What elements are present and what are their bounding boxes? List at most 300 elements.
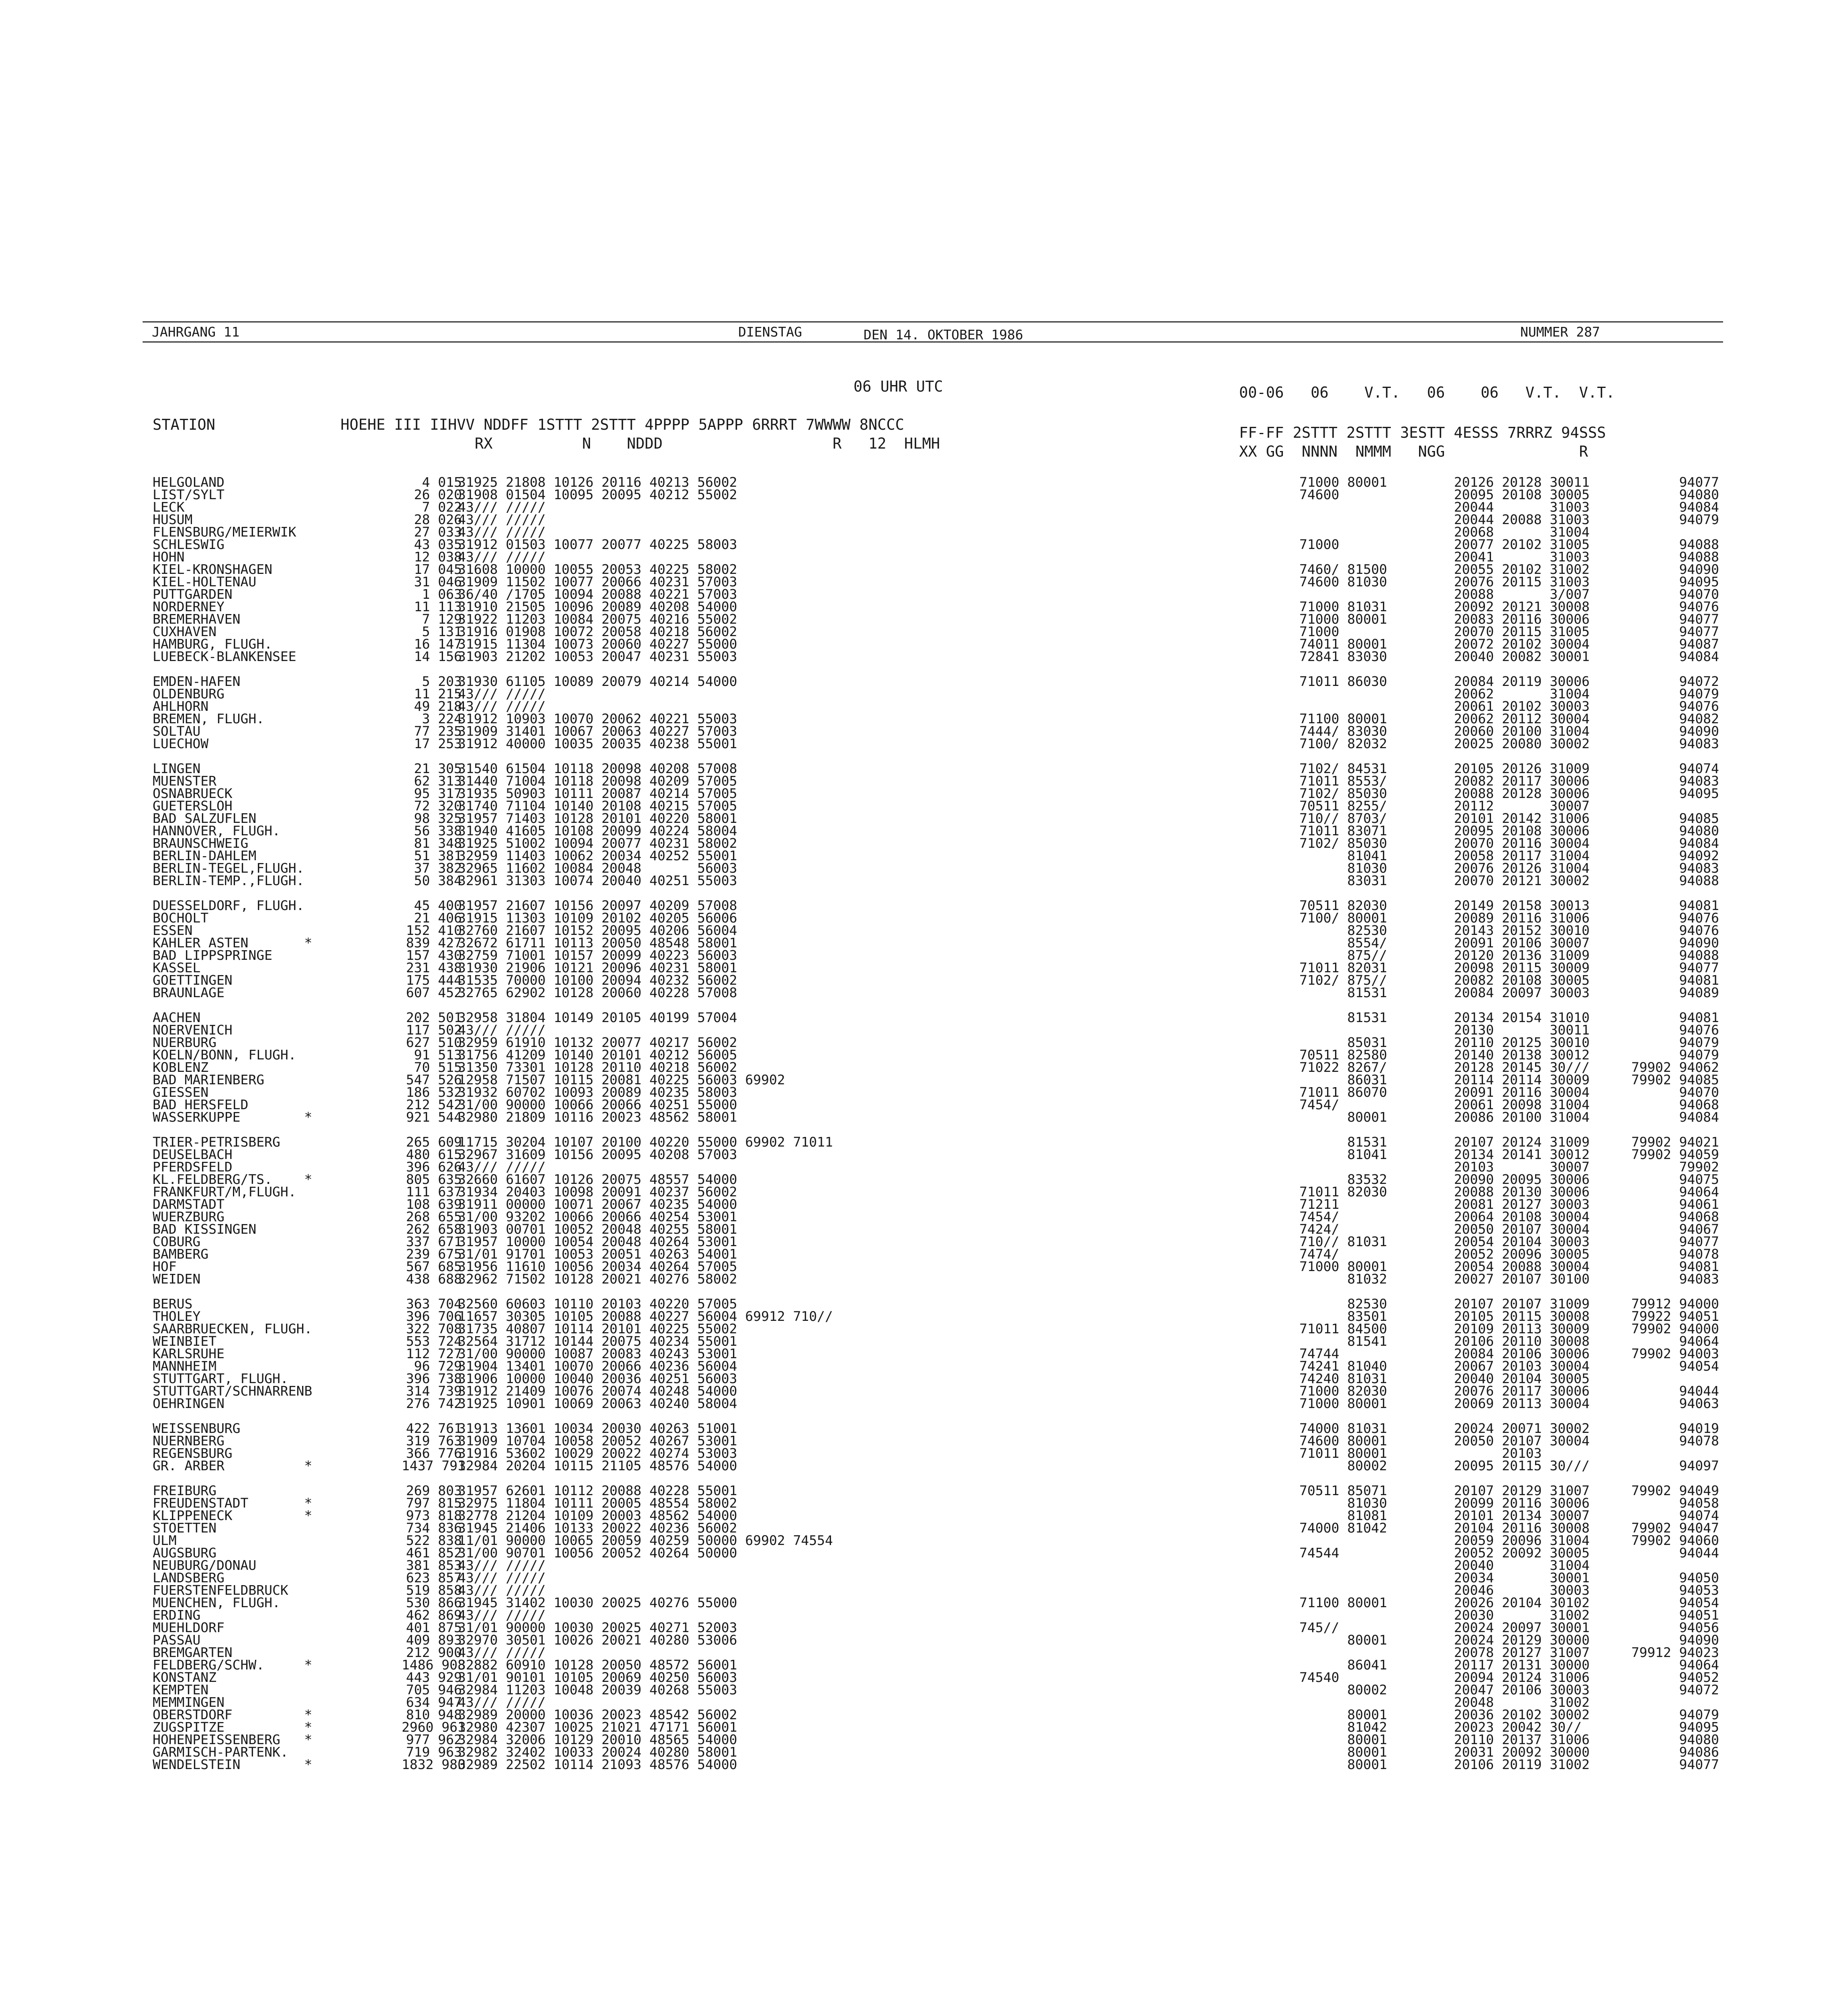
station-name: HOHENPEISSENBERG *	[153, 1732, 312, 1747]
groups-7-8: 82530	[1299, 922, 1387, 938]
main-groups: 31909 10704 10058 20052 40267 53001	[458, 1433, 737, 1449]
height-iii: 27 033	[414, 524, 462, 540]
groups-7-8: 71000 80001	[1299, 1259, 1387, 1274]
main-groups: 31/01 91701 10053 20051 40263 54001	[458, 1246, 737, 1262]
groups-vt: 20036 20102 30002	[1454, 1707, 1590, 1722]
groups-94sss: 94081	[1679, 1259, 1719, 1274]
height-iii: 81 348	[414, 835, 462, 851]
height-iii: 422 761	[406, 1420, 462, 1436]
groups-94sss: 94088	[1679, 947, 1719, 963]
station-name: BAD SALZUFLEN	[153, 810, 257, 826]
groups-94sss: 79922 94051	[1631, 1308, 1719, 1324]
groups-vt: 20060 20100 31004	[1454, 723, 1590, 739]
station-name: BAD KISSINGEN	[153, 1221, 257, 1237]
groups-vt: 20067 20103 30004	[1454, 1358, 1590, 1374]
groups-vt: 20077 20102 31005	[1454, 537, 1590, 552]
groups-94sss: 94064	[1679, 1184, 1719, 1200]
groups-vt: 20052 20092 30005	[1454, 1545, 1590, 1561]
groups-7-8: 71000	[1299, 537, 1340, 552]
groups-vt: 20068 31004	[1454, 524, 1590, 540]
height-iii: 262 658	[406, 1221, 462, 1237]
groups-7-8: 7424/	[1299, 1221, 1340, 1237]
groups-vt: 20088 3/007	[1454, 586, 1590, 602]
groups-7-8: 875//	[1299, 947, 1387, 963]
main-groups: 31940 41605 10108 20099 40224 58004	[458, 823, 737, 839]
groups-7-8: 71000 80001	[1299, 1396, 1387, 1411]
groups-vt: 20076 20126 31004	[1454, 860, 1590, 876]
station-name: MUEHLDORF	[153, 1620, 225, 1635]
station-name: KL.FELDBERG/TS. *	[153, 1171, 312, 1187]
height-iii: 70 515	[414, 1059, 462, 1075]
groups-7-8: 745//	[1299, 1620, 1340, 1635]
height-iii: 14 156	[414, 649, 462, 664]
main-groups: 43/// /////	[458, 1582, 546, 1598]
groups-94sss: 94067	[1679, 1221, 1719, 1237]
height-iii: 530 866	[406, 1595, 462, 1610]
main-groups: 31916 01908 10072 20058 40218 56002	[458, 624, 737, 639]
station-name: AACHEN	[153, 1010, 201, 1025]
height-iii: 212 900	[406, 1645, 462, 1660]
main-groups: 32959 61910 10132 20077 40217 56002	[458, 1035, 737, 1050]
groups-94sss: 94078	[1679, 1246, 1719, 1262]
height-iii: 51 381	[414, 848, 462, 863]
station-name: HOHN	[153, 549, 185, 565]
groups-94sss: 94077	[1679, 960, 1719, 975]
groups-7-8: 74744	[1299, 1346, 1340, 1361]
table-row	[153, 986, 1719, 999]
groups-vt: 20095 20108 30006	[1454, 823, 1590, 839]
main-groups: 31932 60702 10093 20089 40235 58003	[458, 1084, 737, 1100]
groups-7-8: 7102/ 85030	[1299, 786, 1387, 801]
groups-vt: 20025 20080 30002	[1454, 736, 1590, 751]
height-iii: 11 113	[414, 599, 462, 614]
height-iii: 567 685	[406, 1259, 462, 1274]
height-iii: 175 444	[406, 972, 462, 988]
groups-vt: 20070 20121 30002	[1454, 873, 1590, 888]
station-name: LUEBECK-BLANKENSEE	[153, 649, 296, 664]
groups-vt: 20095 20108 30005	[1454, 487, 1590, 502]
groups-7-8: 80001	[1299, 1707, 1387, 1722]
station-name: STOETTEN	[153, 1520, 216, 1536]
main-groups: 32984 11203 10048 20039 40268 55003	[458, 1682, 737, 1698]
groups-vt: 20054 20104 30003	[1454, 1234, 1590, 1249]
groups-7-8: 81531	[1299, 985, 1387, 1000]
groups-vt: 20024 20071 30002	[1454, 1420, 1590, 1436]
groups-vt: 20040 20104 30005	[1454, 1371, 1590, 1386]
groups-94sss: 94070	[1679, 586, 1719, 602]
groups-94sss: 94084	[1679, 649, 1719, 664]
station-name: FRANKFURT/M,FLUGH.	[153, 1184, 296, 1200]
main-groups: 31903 21202 10053 20047 40231 55003	[458, 649, 737, 664]
main-groups: 43/// /////	[458, 549, 546, 565]
groups-vt: 20120 20136 31009	[1454, 947, 1590, 963]
station-name: NUERNBERG	[153, 1433, 225, 1449]
groups-vt: 20061 20102 30003	[1454, 698, 1590, 714]
groups-7-8: 71211	[1299, 1196, 1340, 1212]
height-iii: 3 224	[422, 711, 462, 726]
groups-94sss: 94076	[1679, 922, 1719, 938]
station-name: WUERZBURG	[153, 1209, 225, 1224]
table-row	[153, 1758, 1719, 1771]
main-groups: 31910 21505 10096 20089 40208 54000	[458, 599, 737, 614]
main-groups: 31934 20403 10098 20091 40237 56002	[458, 1184, 737, 1200]
groups-94sss: 94019	[1679, 1420, 1719, 1436]
station-name: FLENSBURG/MEIERWIK	[153, 524, 296, 540]
main-groups: 11657 30305 10105 20088 40227 56004 69912 710//	[458, 1308, 833, 1324]
groups-7-8: 710// 81031	[1299, 1234, 1387, 1249]
groups-7-8: 71000	[1299, 624, 1340, 639]
groups-94sss: 79902 94021	[1631, 1134, 1719, 1150]
main-groups: 32980 42307 10025 21021 47171 56001	[458, 1719, 737, 1735]
groups-7-8: 71000 81031	[1299, 599, 1387, 614]
height-iii: 212 542	[406, 1097, 462, 1112]
groups-7-8: 8554/	[1299, 935, 1387, 951]
groups-vt: 20069 20113 30004	[1454, 1396, 1590, 1411]
station-name: STUTTGART, FLUGH.	[153, 1371, 288, 1386]
main-groups: 32759 71001 10157 20099 40223 56003	[458, 947, 737, 963]
groups-vt: 20034 30001	[1454, 1570, 1590, 1586]
height-iii: 56 338	[414, 823, 462, 839]
height-iii: 231 438	[406, 960, 462, 975]
main-groups: 32989 20000 10036 20023 48542 56002	[458, 1707, 737, 1722]
height-iii: 77 235	[414, 723, 462, 739]
station-name: SAARBRUECKEN, FLUGH.	[153, 1321, 312, 1337]
station-name: BAD HERSFELD	[153, 1097, 249, 1112]
height-iii: 401 875	[406, 1620, 462, 1635]
main-groups: 32975 11804 10111 20005 48554 58002	[458, 1495, 737, 1511]
station-name: DUESSELDORF, FLUGH.	[153, 898, 304, 913]
height-iii: 438 688	[406, 1271, 462, 1287]
date-label: DEN 14. OKTOBER 1986	[864, 327, 1023, 343]
main-groups: 32778 21204 10109 20003 48562 54000	[458, 1508, 737, 1523]
station-name: REGENSBURG	[153, 1445, 233, 1461]
main-groups: 32962 71502 10128 20021 40276 58002	[458, 1271, 737, 1287]
groups-7-8: 71011 82031	[1299, 960, 1387, 975]
station-name: GOETTINGEN	[153, 972, 233, 988]
groups-94sss: 94095	[1679, 786, 1719, 801]
height-iii: 4 015	[422, 474, 462, 490]
groups-94sss: 94080	[1679, 1732, 1719, 1747]
groups-7-8: 74241 81040	[1299, 1358, 1387, 1374]
groups-7-8: 81030	[1299, 860, 1387, 876]
height-iii: 1832 980	[402, 1757, 466, 1772]
groups-94sss: 94089	[1679, 985, 1719, 1000]
height-iii: 553 724	[406, 1333, 462, 1349]
groups-7-8: 80001	[1299, 1109, 1387, 1125]
station-name: HOF	[153, 1259, 177, 1274]
groups-94sss: 94070	[1679, 1084, 1719, 1100]
height-iii: 461 852	[406, 1545, 462, 1561]
groups-94sss: 94088	[1679, 549, 1719, 565]
main-groups: 31912 40000 10035 20035 40238 55001	[458, 736, 737, 751]
main-groups: 11715 30204 10107 20100 40220 55000 69902 71011	[458, 1134, 833, 1150]
groups-vt: 20026 20104 30102	[1454, 1595, 1590, 1610]
station-name: FUERSTENFELDBRUCK	[153, 1582, 288, 1598]
top-rule	[143, 321, 1723, 322]
groups-94sss: 94076	[1679, 910, 1719, 926]
main-groups: 31915 11304 10073 20060 40227 55000	[458, 636, 737, 652]
height-iii: 810 948	[406, 1707, 462, 1722]
station-name: BREMERHAVEN	[153, 611, 241, 627]
station-name: BAD MARIENBERG	[153, 1072, 265, 1088]
main-groups: 31/01 90000 10030 20025 40271 52003	[458, 1620, 737, 1635]
main-groups: 31957 21607 10156 20097 40209 57008	[458, 898, 737, 913]
main-groups: 31740 71104 10140 20108 40215 57005	[458, 798, 737, 814]
groups-7-8: 71022 8267/	[1299, 1059, 1387, 1075]
groups-vt: 20078 20127 31007	[1454, 1645, 1590, 1660]
groups-vt: 20030 31002	[1454, 1607, 1590, 1623]
groups-vt: 20143 20152 30010	[1454, 922, 1590, 938]
groups-7-8: 81042	[1299, 1719, 1387, 1735]
groups-vt: 20040 31004	[1454, 1557, 1590, 1573]
main-groups: 32564 31712 10144 20075 40234 55001	[458, 1333, 737, 1349]
column-header-line2: RX N NDDD R 12 HLMH	[153, 435, 940, 452]
groups-7-8: 81081	[1299, 1508, 1387, 1523]
height-iii: 268 655	[406, 1209, 462, 1224]
groups-7-8: 82530	[1299, 1296, 1387, 1312]
groups-vt: 20084 20106 30006	[1454, 1346, 1590, 1361]
height-iii: 45 400	[414, 898, 462, 913]
height-iii: 21 406	[414, 910, 462, 926]
table-row	[153, 1111, 1719, 1123]
groups-7-8: 7454/	[1299, 1209, 1340, 1224]
table-row	[153, 1273, 1719, 1285]
groups-7-8: 7100/ 80001	[1299, 910, 1387, 926]
groups-94sss: 94083	[1679, 1271, 1719, 1287]
height-iii: 96 729	[414, 1358, 462, 1374]
station-name: BRAUNSCHWEIG	[153, 835, 249, 851]
groups-94sss: 94084	[1679, 1109, 1719, 1125]
groups-94sss: 94079	[1679, 1035, 1719, 1050]
height-iii: 634 947	[406, 1694, 462, 1710]
height-iii: 719 963	[406, 1744, 462, 1760]
groups-94sss: 79902 94049	[1631, 1483, 1719, 1498]
station-name: LECK	[153, 499, 185, 515]
main-groups: 36/40 /1705 10094 20088 40221 57003	[458, 586, 737, 602]
groups-vt: 20112 30007	[1454, 798, 1590, 814]
main-groups: 43/// /////	[458, 1022, 546, 1038]
groups-94sss: 94084	[1679, 835, 1719, 851]
column-header-line1: STATION HOEHE III IIHVV NDDFF 1STTT 2STTT 4PPPP 5APPP 6RRRT 7WWWW 8NCCC	[153, 416, 905, 433]
main-groups: 31912 10903 10070 20062 40221 55003	[458, 711, 737, 726]
station-name: KASSEL	[153, 960, 201, 975]
groups-7-8: 83501	[1299, 1308, 1387, 1324]
groups-94sss: 94097	[1679, 1458, 1719, 1473]
groups-94sss: 94063	[1679, 1396, 1719, 1411]
main-groups: 32959 11403 10062 20034 40252 55001	[458, 848, 737, 863]
groups-vt: 20076 20115 31003	[1454, 574, 1590, 590]
main-groups: 31908 01504 10095 20095 40212 55002	[458, 487, 737, 502]
main-groups: 43/// /////	[458, 499, 546, 515]
groups-7-8: 74600 80001	[1299, 1433, 1387, 1449]
height-iii: 202 501	[406, 1010, 462, 1025]
groups-94sss: 94079	[1679, 512, 1719, 527]
groups-vt: 20082 20117 30006	[1454, 773, 1590, 789]
groups-7-8: 74240 81031	[1299, 1371, 1387, 1386]
main-groups: 31935 50903 10111 20087 40214 57005	[458, 786, 737, 801]
groups-vt: 20086 20100 31004	[1454, 1109, 1590, 1125]
groups-94sss: 94090	[1679, 723, 1719, 739]
main-groups: 32882 60910 10128 20050 48572 56001	[458, 1657, 737, 1673]
main-groups: 12958 71507 10115 20081 40225 56003 69902	[458, 1072, 785, 1088]
header-rule	[143, 341, 1723, 343]
groups-vt: 20092 20121 30008	[1454, 599, 1590, 614]
height-iii: 396 738	[406, 1371, 462, 1386]
main-groups: 32970 30501 10026 20021 40280 53006	[458, 1632, 737, 1648]
groups-vt: 20095 20115 30///	[1454, 1458, 1590, 1473]
main-groups: 32965 11602 10084 20048 56003	[458, 860, 737, 876]
groups-vt: 20134 20141 30012	[1454, 1147, 1590, 1162]
station-name: HELGOLAND	[153, 474, 225, 490]
station-name: KLIPPENECK *	[153, 1508, 312, 1523]
groups-94sss: 94079	[1679, 1047, 1719, 1063]
groups-vt: 20084 20119 30006	[1454, 673, 1590, 689]
groups-vt: 20088 20130 30006	[1454, 1184, 1590, 1200]
groups-vt: 20104 20116 30008	[1454, 1520, 1590, 1536]
groups-vt: 20084 20097 30003	[1454, 985, 1590, 1000]
main-groups: 31903 00701 10052 20048 40255 58001	[458, 1221, 737, 1237]
groups-vt: 20046 30003	[1454, 1582, 1590, 1598]
height-iii: 28 026	[414, 512, 462, 527]
height-iii: 62 313	[414, 773, 462, 789]
station-name: PUTTGARDEN	[153, 586, 233, 602]
groups-7-8: 71011 80001	[1299, 1445, 1387, 1461]
groups-vt: 20107 20107 31009	[1454, 1296, 1590, 1312]
main-groups: 43/// /////	[458, 1159, 546, 1175]
groups-94sss: 94095	[1679, 574, 1719, 590]
groups-94sss: 79902 94060	[1631, 1533, 1719, 1548]
groups-vt: 20091 20106 30007	[1454, 935, 1590, 951]
groups-94sss: 94077	[1679, 611, 1719, 627]
groups-vt: 20055 20102 31002	[1454, 561, 1590, 577]
groups-vt: 20126 20128 30011	[1454, 474, 1590, 490]
groups-vt: 20054 20088 30004	[1454, 1259, 1590, 1274]
groups-94sss: 79902 94003	[1631, 1346, 1719, 1361]
station-name: KEMPTEN	[153, 1682, 209, 1698]
height-iii: 1437 791	[402, 1458, 466, 1473]
groups-94sss: 94088	[1679, 537, 1719, 552]
station-name: SCHLESWIG	[153, 537, 225, 552]
height-iii: 276 742	[406, 1396, 462, 1411]
groups-94sss: 94090	[1679, 561, 1719, 577]
main-groups: 43/// /////	[458, 1570, 546, 1586]
groups-vt: 20091 20116 30004	[1454, 1084, 1590, 1100]
station-name: PFERDSFELD	[153, 1159, 233, 1175]
groups-94sss: 94054	[1679, 1595, 1719, 1610]
groups-vt: 20140 20138 30012	[1454, 1047, 1590, 1063]
main-groups: 31912 01503 10077 20077 40225 58003	[458, 537, 737, 552]
groups-7-8: 80001	[1299, 1732, 1387, 1747]
groups-vt: 20089 20116 31006	[1454, 910, 1590, 926]
main-groups: 31/01 90101 10105 20069 40250 56003	[458, 1669, 737, 1685]
groups-7-8: 71011 84500	[1299, 1321, 1387, 1337]
height-iii: 16 147	[414, 636, 462, 652]
groups-vt: 20041 31003	[1454, 549, 1590, 565]
station-name: FREIBURG	[153, 1483, 216, 1498]
groups-7-8: 7454/	[1299, 1097, 1340, 1112]
groups-94sss: 94080	[1679, 487, 1719, 502]
height-iii: 186 532	[406, 1084, 462, 1100]
groups-vt: 20070 20116 30004	[1454, 835, 1590, 851]
height-iii: 49 218	[414, 698, 462, 714]
groups-7-8: 7100/ 82032	[1299, 736, 1387, 751]
main-groups: 31/00 93202 10066 20066 40254 53001	[458, 1209, 737, 1224]
station-name: KONSTANZ	[153, 1669, 216, 1685]
groups-vt: 20047 20106 30003	[1454, 1682, 1590, 1698]
groups-vt: 20040 20082 30001	[1454, 649, 1590, 664]
groups-94sss: 79902	[1679, 1159, 1719, 1175]
groups-vt: 20027 20107 30100	[1454, 1271, 1590, 1287]
groups-94sss: 94084	[1679, 499, 1719, 515]
groups-94sss: 94068	[1679, 1209, 1719, 1224]
groups-vt: 20090 20095 30006	[1454, 1171, 1590, 1187]
groups-vt: 20024 20129 30000	[1454, 1632, 1590, 1648]
station-name: ERDING	[153, 1607, 201, 1623]
main-groups: 43/// /////	[458, 524, 546, 540]
height-iii: 157 430	[406, 947, 462, 963]
groups-vt: 20134 20154 31010	[1454, 1010, 1590, 1025]
station-name: ZUGSPITZE *	[153, 1719, 312, 1735]
groups-7-8: 7460/ 81500	[1299, 561, 1387, 577]
groups-7-8: 74000 81031	[1299, 1420, 1387, 1436]
groups-vt: 20099 20116 30006	[1454, 1495, 1590, 1511]
station-name: NORDERNEY	[153, 599, 225, 614]
groups-94sss: 94056	[1679, 1620, 1719, 1635]
station-name: GARMISCH-PARTENK.	[153, 1744, 288, 1760]
groups-7-8: 71011 82030	[1299, 1184, 1387, 1200]
day-label: DIENSTAG	[738, 324, 802, 340]
groups-7-8: 71100 80001	[1299, 711, 1387, 726]
groups-94sss: 94081	[1679, 1010, 1719, 1025]
main-groups: 43/// /////	[458, 698, 546, 714]
height-iii: 973 818	[406, 1508, 462, 1523]
main-groups: 31916 53602 10029 20022 40274 53003	[458, 1445, 737, 1461]
groups-94sss: 94044	[1679, 1545, 1719, 1561]
groups-vt: 20081 20127 30003	[1454, 1196, 1590, 1212]
left-group-header: 06 UHR UTC	[854, 378, 943, 395]
height-iii: 839 427	[406, 935, 462, 951]
height-iii: 21 305	[414, 761, 462, 776]
height-iii: 319 763	[406, 1433, 462, 1449]
main-groups: 31956 11610 10056 20034 40264 57005	[458, 1259, 737, 1274]
groups-94sss: 94044	[1679, 1383, 1719, 1399]
table-row	[153, 1459, 1719, 1472]
main-groups: 31535 70000 10100 20094 40232 56002	[458, 972, 737, 988]
groups-7-8: 74600 81030	[1299, 574, 1387, 590]
groups-7-8: 81541	[1299, 1333, 1387, 1349]
station-name: NOERVENICH	[153, 1022, 233, 1038]
groups-7-8: 80002	[1299, 1458, 1387, 1473]
station-name: BOCHOLT	[153, 910, 209, 926]
groups-7-8: 80001	[1299, 1744, 1387, 1760]
groups-7-8: 74600	[1299, 487, 1340, 502]
groups-7-8: 81030	[1299, 1495, 1387, 1511]
groups-vt: 20098 20115 30009	[1454, 960, 1590, 975]
station-name: KOELN/BONN, FLUGH.	[153, 1047, 296, 1063]
groups-94sss: 94050	[1679, 1570, 1719, 1586]
main-groups: 31735 40807 10114 20101 40225 55002	[458, 1321, 737, 1337]
groups-vt: 20107 20129 31007	[1454, 1483, 1590, 1498]
station-name: HAMBURG, FLUGH.	[153, 636, 273, 652]
station-name: SOLTAU	[153, 723, 201, 739]
main-groups: 43/// /////	[458, 1557, 546, 1573]
station-name: MEMMINGEN	[153, 1694, 225, 1710]
station-name: WEISSENBURG	[153, 1420, 241, 1436]
right-column-header-line2: XX GG NNNN NMMM NGG R	[1239, 443, 1588, 460]
station-name: FELDBERG/SCHW. *	[153, 1657, 312, 1673]
station-name: COBURG	[153, 1234, 201, 1249]
main-groups: 31957 62601 10112 20088 40228 55001	[458, 1483, 737, 1498]
